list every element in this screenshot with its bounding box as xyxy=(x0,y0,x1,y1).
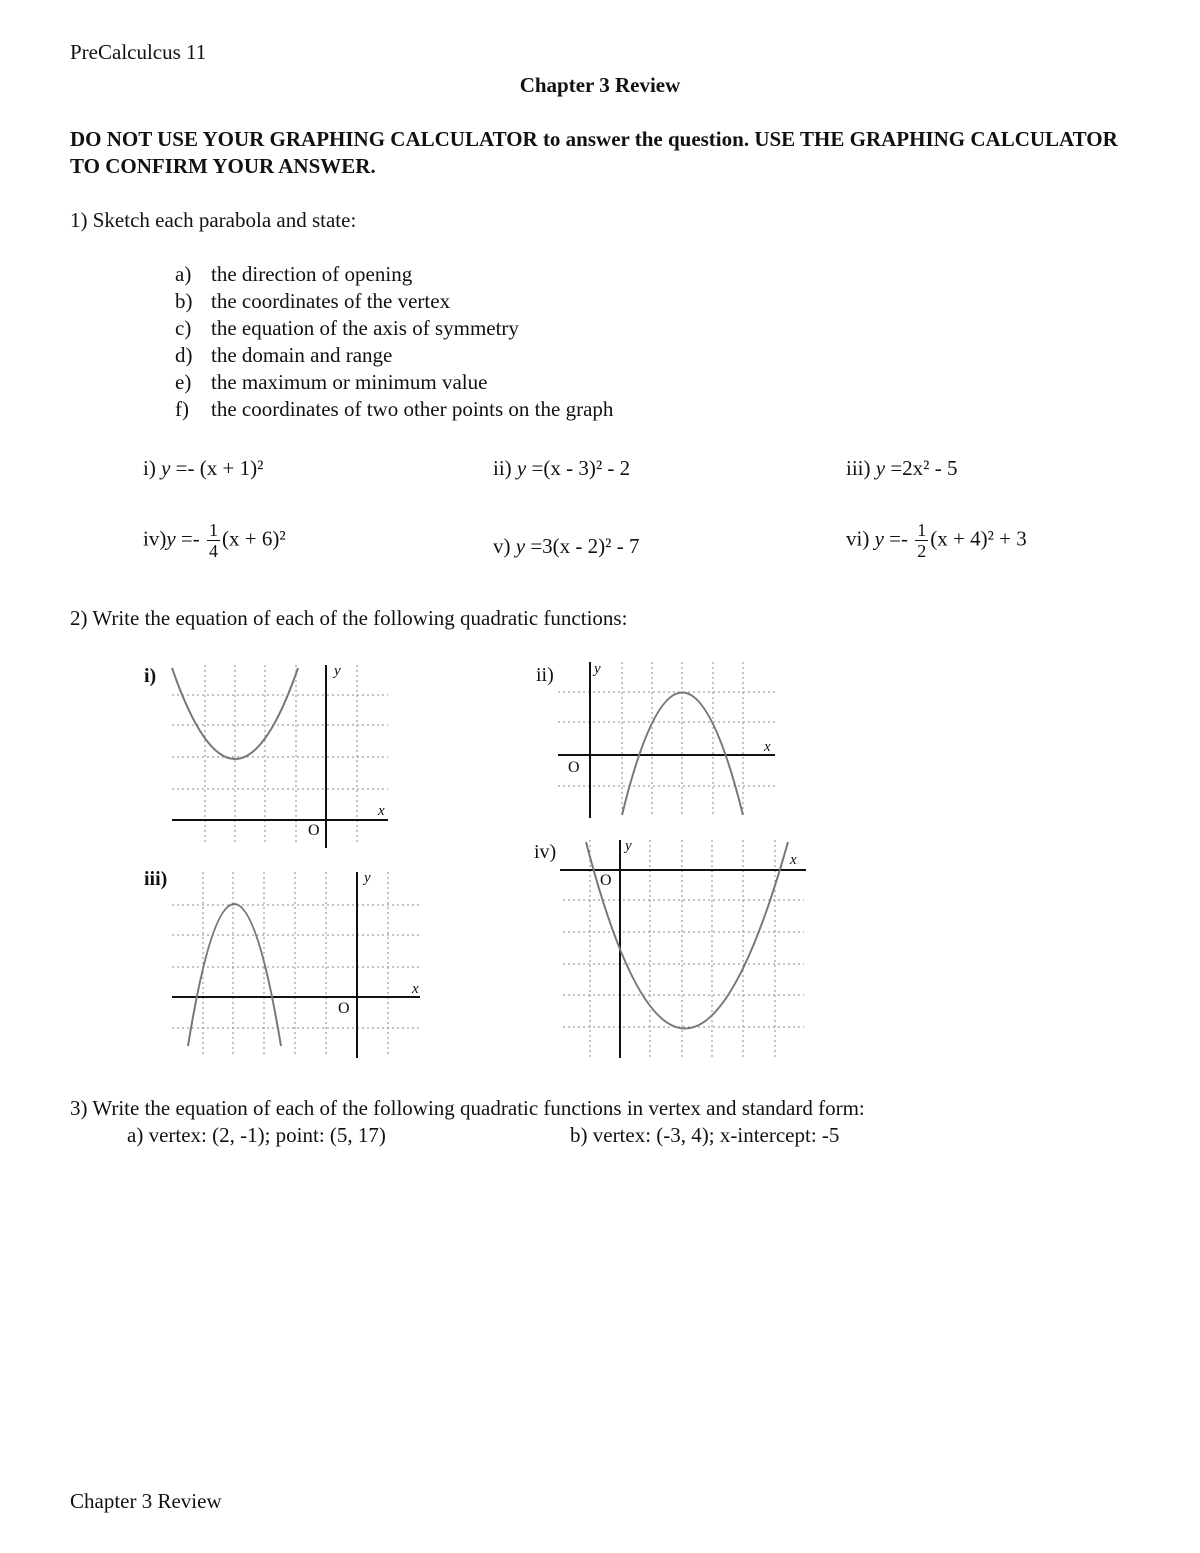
course-name: PreCalculcus 11 xyxy=(70,40,207,64)
fraction-one-half: $\frac{1}{2}$ xyxy=(917,520,927,561)
equation-ii: ii) y =(x - 3)² - 2 xyxy=(493,456,631,480)
graph-iii-y-label: y xyxy=(364,870,371,886)
equation-iv: iv)y =- $\frac{1}{4}$ (x + 6)² xyxy=(143,520,286,561)
q1-item-a: a) the direction of opening xyxy=(175,262,413,286)
q1-item-f: f) the coordinates of two other points on the graph xyxy=(175,397,614,421)
graph-ii-y-label: y xyxy=(594,661,601,677)
graph-iii-origin-label: O xyxy=(338,1000,350,1017)
graph-ii-label: ii) xyxy=(536,664,554,686)
question-3a: a) vertex: (2, -1); point: (5, 17) xyxy=(127,1123,386,1147)
graph-ii-x-label: x xyxy=(764,739,771,755)
graph-i-grid xyxy=(172,665,388,845)
page-footer: Chapter 3 Review xyxy=(70,1489,222,1513)
graph-iii-x-label: x xyxy=(412,981,419,997)
graph-i-x-label: x xyxy=(378,803,385,819)
graph-iv-x-label: x xyxy=(790,852,797,868)
q1-item-e: e) the maximum or minimum value xyxy=(175,370,488,394)
graph-iv-label: iv) xyxy=(534,841,557,863)
q1-item-d: d) the domain and range xyxy=(175,343,393,367)
graph-iii-parabola xyxy=(188,904,281,1046)
page-title: Chapter 3 Review xyxy=(519,73,681,97)
graph-iv-y-label: y xyxy=(625,838,632,854)
question-3-prompt: 3) Write the equation of each of the following quadratic functions in vertex and standard form: xyxy=(70,1096,865,1120)
graph-iii-label: iii) xyxy=(144,868,168,890)
graph-i-origin-label: O xyxy=(308,822,320,839)
equation-v: v) y =3(x - 2)² - 7 xyxy=(493,534,640,558)
equation-iii: iii) y =2x² - 5 xyxy=(846,456,958,480)
question-2-prompt: 2) Write the equation of each of the following quadratic functions: xyxy=(70,606,628,630)
calculator-warning: DO NOT USE YOUR GRAPHING CALCULATOR to answer the question. USE THE GRAPHING CALCULATOR TO CONFIRM YOUR ANSWER. xyxy=(70,127,1118,178)
graph-i-y-label: y xyxy=(334,663,341,679)
question-1-prompt: 1) Sketch each parabola and state: xyxy=(70,208,357,232)
fraction-one-quarter: $\frac{1}{4}$ xyxy=(209,520,218,561)
graph-ii-origin-label: O xyxy=(568,759,580,776)
q1-item-b: b) the coordinates of the vertex xyxy=(175,289,451,313)
question-3b: b) vertex: (-3, 4); x-intercept: -5 xyxy=(570,1123,840,1147)
equation-i: i) y =- (x + 1)² xyxy=(143,456,264,480)
equation-vi: vi) y =- $\frac{1}{2}$ (x + 4)² + 3 xyxy=(846,520,1027,561)
graph-iii-grid xyxy=(172,872,420,1055)
graph-iv-origin-label: O xyxy=(600,872,612,889)
graph-i-label: i) xyxy=(144,665,157,687)
q1-item-c: c) the equation of the axis of symmetry xyxy=(175,316,519,340)
